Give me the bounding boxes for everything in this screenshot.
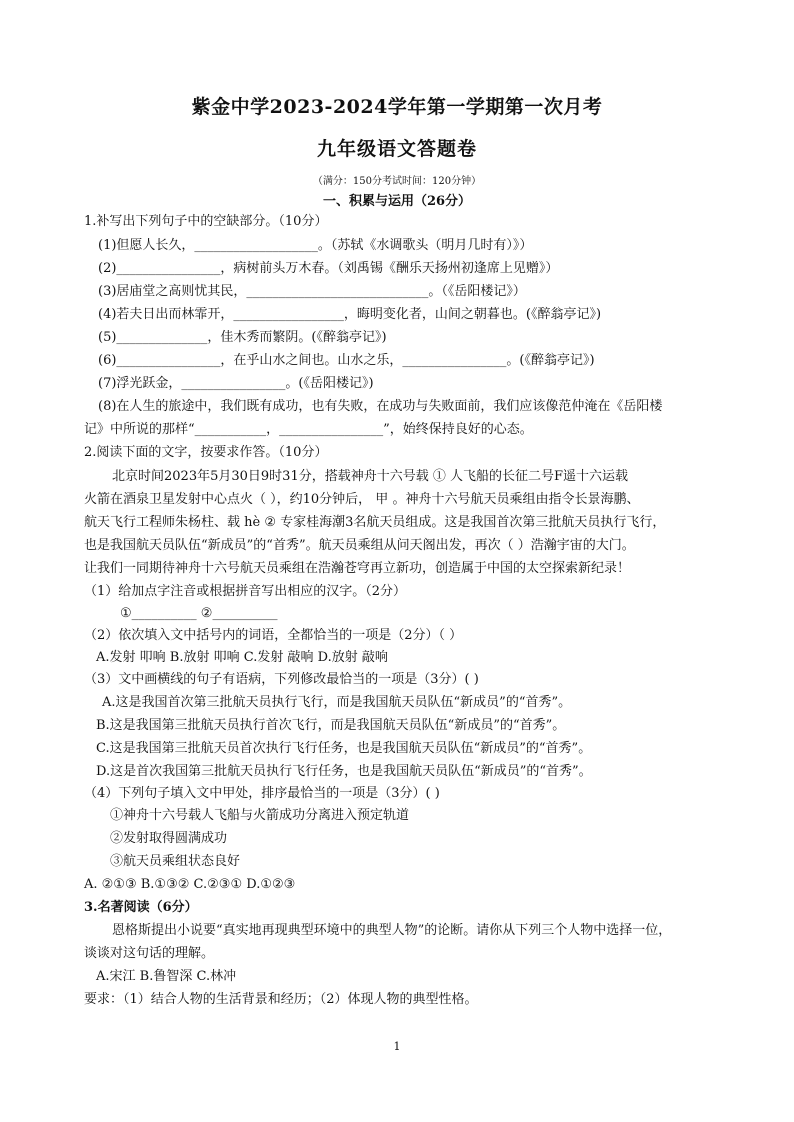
q2-passage-1: 北京时间2023年5月30日9时31分，搭载神舟十六号载 ① 人飞船的长征二号F遥十六运载 <box>112 469 628 484</box>
page-number: 1 <box>393 1040 401 1053</box>
q2-sub3-option-b: B.这是我国第三批航天员执行首次飞行，而是我国航天员队伍“新成员”的“首秀”。 <box>96 718 566 733</box>
q1-line-8a: (8)在人生的旅途中，我们既有成功，也有失败，在成功与失败面前，我们应该像范仲淹在《岳阳楼 <box>98 399 663 414</box>
q2-sub3-option-c: C.这是我国第三批航天员首次执行飞行任务，也是我国航天员队伍“新成员”的“首秀”。 <box>96 741 592 756</box>
q2-sub3: （3）文中画横线的句子有语病，下列修改最恰当的一项是（3分）( ) <box>84 672 479 687</box>
q1-line-8b: 记》中所说的那样“___________，________________”，始终保持良好的心态。 <box>84 422 533 437</box>
exam-title: 紫金中学2023-2024学年第一学期第一次月考 <box>191 96 603 118</box>
q2-sub4-item-3: ③航天员乘组状态良好 <box>110 854 241 869</box>
question-1-title: 1.补写出下列句子中的空缺部分。（10分） <box>84 214 328 229</box>
question-3-title: 3.名著阅读（6分） <box>84 900 198 915</box>
q2-passage-4: 也是我国航天员队伍“新成员”的“首秀”。航天员乘组从问天阁出发，再次（ ）浩瀚宇宙的大门。 <box>84 538 635 553</box>
q2-sub3-option-a: A.这是我国首次第三批航天员执行飞行，而是我国航天员队伍“新成员”的“首秀”。 <box>102 695 572 710</box>
q3-options: A.宋江 B.鲁智深 C.林冲 <box>96 969 237 984</box>
q2-passage-2: 火箭在酒泉卫星发射中心点火（ ），约10分钟后， 甲 。神舟十六号航天员乘组由指令长景海鹏、 <box>84 492 640 507</box>
q1-line-6: (6)________________，在乎山水之间也。山水之乐，________________。(《醉翁亭记》) <box>98 353 595 368</box>
q1-line-4: (4)若夫日出而林霏开，_________________，晦明变化者，山间之朝暮也。(《醉翁亭记》) <box>98 307 602 322</box>
q2-sub4-item-2: ②发射取得圆满成功 <box>110 831 228 846</box>
question-2-title: 2.阅读下面的文字，按要求作答。（10分） <box>84 445 328 460</box>
q1-line-5: (5)______________，佳木秀而繁阴。(《醉翁亭记》) <box>98 330 387 345</box>
q1-line-7: (7)浮光跃金，________________。(《岳阳楼记》) <box>98 376 374 391</box>
q3-text-2: 谈谈对这句话的理解。 <box>84 946 215 961</box>
q1-line-3: (3)居庙堂之高则忧其民，____________________________。（《岳阳楼记》） <box>98 284 526 299</box>
q2-sub2: （2）依次填入文中括号内的词语，全都恰当的一项是（2分）（ ） <box>84 628 463 643</box>
q3-text-1: 恩格斯提出小说要“真实地再现典型环境中的典型人物”的论断。请你从下列三个人物中选择一位， <box>112 923 672 938</box>
q2-sub2-options: A.发射 叩响 B.放射 叩响 C.发射 敲响 D.放射 敲响 <box>96 650 388 665</box>
q2-sub4-options: A. ②①③ B.①③② C.②③① D.①②③ <box>84 877 296 892</box>
exam-info: （满分：150分考试时间：120分钟） <box>312 176 482 187</box>
section-heading: 一、积累与运用（26分） <box>322 194 472 209</box>
q2-passage-3: 航天飞行工程师朱杨柱、载 hè ② 专家桂海潮3名航天员组成。这是我国首次第三批航天员执行飞行， <box>84 515 666 530</box>
q1-line-2: (2)________________，病树前头万木春。（刘禹锡《酬乐天扬州初逢席上见赠》） <box>98 261 559 276</box>
q2-sub1-blanks: ①__________ ②__________ <box>120 606 278 621</box>
exam-subtitle: 九年级语文答题卷 <box>316 138 477 160</box>
q3-requirement: 要求：（1）结合人物的生活背景和经历；（2）体现人物的典型性格。 <box>84 992 478 1007</box>
q2-sub4-item-1: ①神舟十六号载人飞船与火箭成功分离进入预定轨道 <box>110 808 410 823</box>
q2-passage-5: 让我们一同期待神舟十六号航天员乘组在浩瀚苍穹再立新功，创造属于中国的太空探索新纪录！ <box>84 561 631 576</box>
q1-line-1: (1)但愿人长久，___________________。（苏轼《水调歌头（明月几时有）》） <box>98 238 533 253</box>
q2-sub3-option-d: D.这是首次我国第三批航天员执行飞行任务，也是我国航天员队伍“新成员”的“首秀”。 <box>96 764 592 779</box>
q2-sub1: （1）给加点字注音或根据拼音写出相应的汉字。（2分） <box>84 584 407 599</box>
q2-sub4: （4）下列句子填入文中甲处，排序最恰当的一项是（3分）( ) <box>84 786 440 801</box>
